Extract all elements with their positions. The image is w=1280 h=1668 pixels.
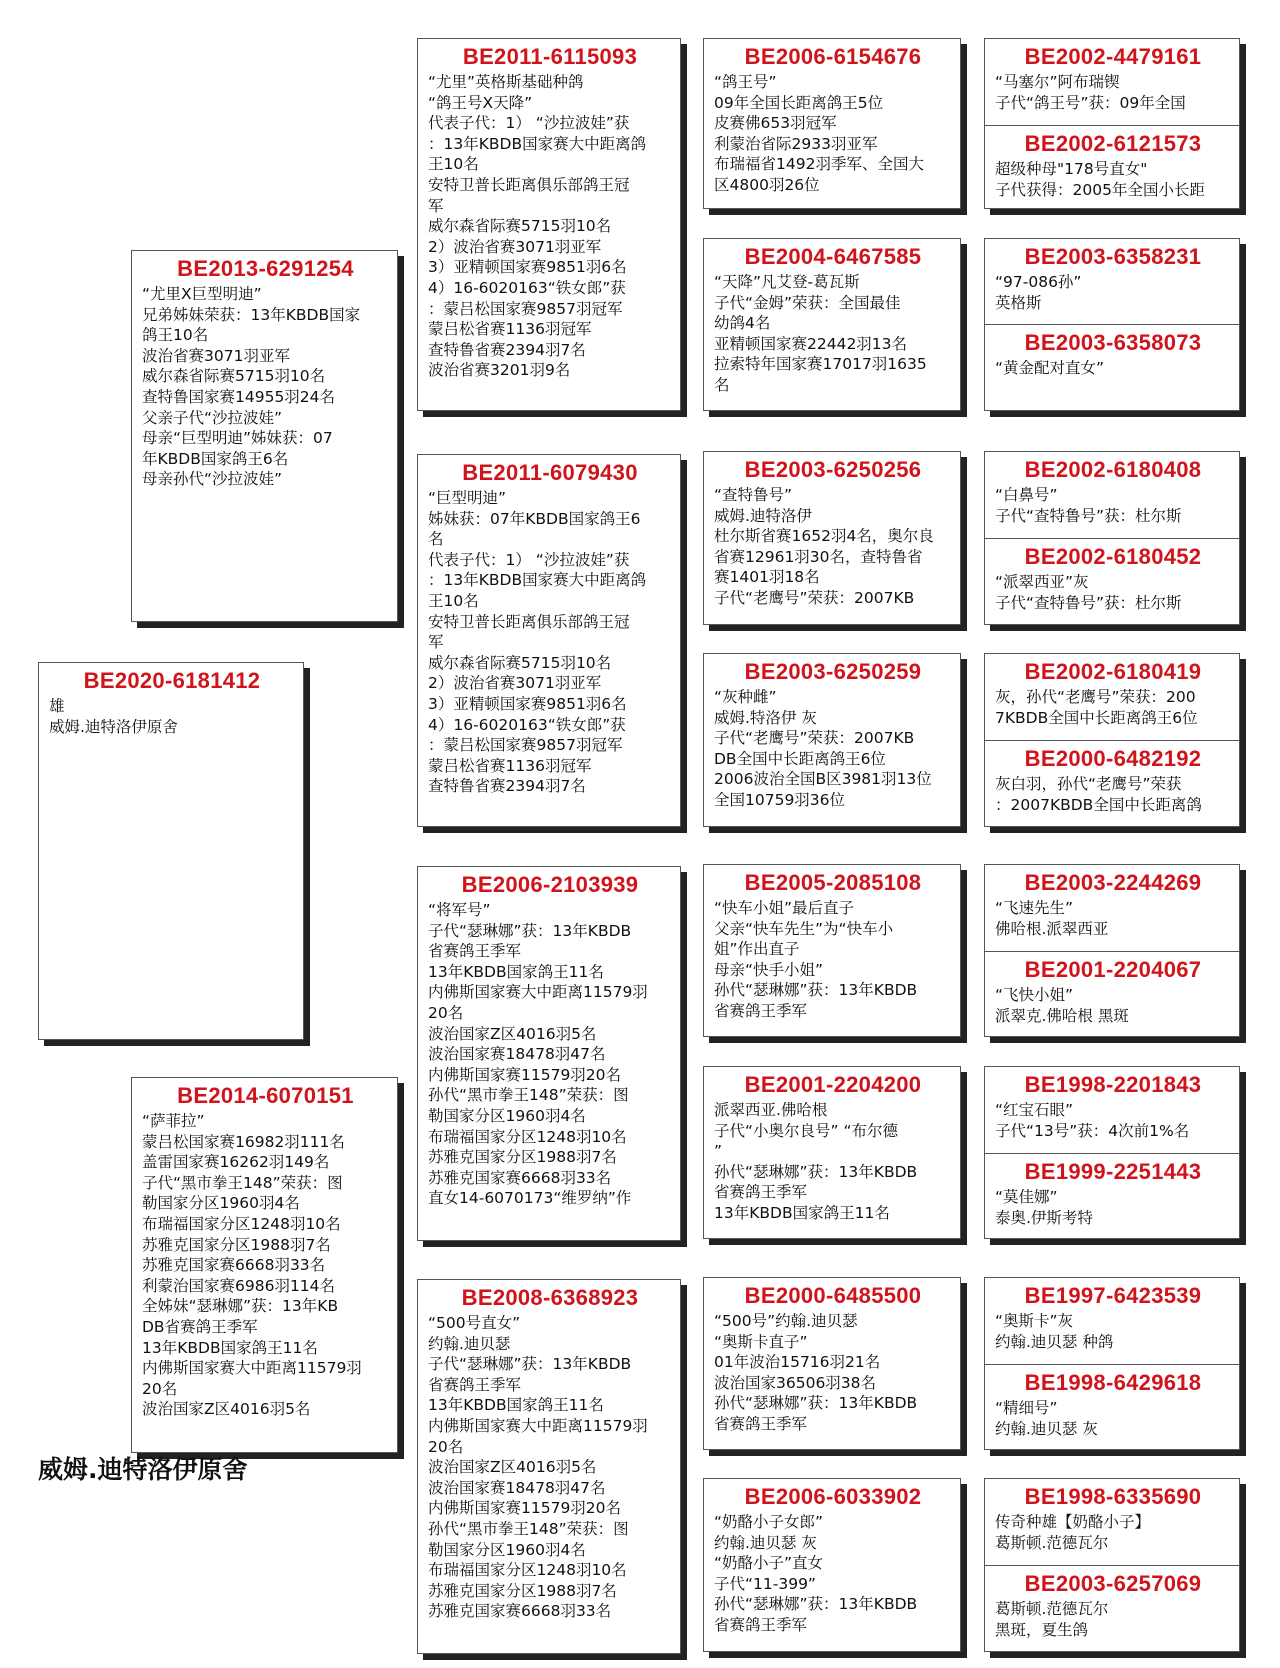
pedigree-text-line: 王10名	[428, 591, 479, 610]
pedigree-text-line: 鸽王10名	[142, 326, 209, 345]
pedigree-text-line: 孙代“瑟琳娜”获：13年KBDB	[714, 1394, 918, 1413]
pedigree-text-line: 13年KBDB国家鸽王11名	[428, 1396, 604, 1415]
pedigree-text-line: 布瑞福国家分区1248羽10名	[428, 1561, 627, 1580]
great-great-grandparents-pair	[984, 451, 1240, 625]
pedigree-text-line: 约翰.迪贝瑟 灰	[714, 1533, 817, 1552]
pedigree-text-line: 波治国家36506羽38名	[714, 1373, 877, 1392]
pedigree-text-line: “萨菲拉”	[142, 1112, 205, 1130]
pedigree-text-line: 苏雅克国家赛6668羽33名	[428, 1602, 612, 1621]
pedigree-text-line: ：13年KBDB国家赛大中距离鸽	[428, 571, 647, 590]
pedigree-text-line: 派翠克.佛哈根 黑斑	[995, 1006, 1129, 1025]
granddam-maternal-ring-number: BE2008-6368923	[461, 1285, 639, 1310]
pedigree-text-line: 苏雅克国家分区1988羽7名	[142, 1235, 331, 1254]
grandsire-maternal-ring-number: BE2006-2103939	[461, 872, 639, 897]
pedigree-text-line: 直女14-6070173“维罗纳”作	[428, 1189, 632, 1208]
pedigree-text-line: 子代“查特鲁号”获：杜尔斯	[995, 506, 1182, 525]
great-grandparent-card	[703, 38, 961, 209]
great-grandparent-ring-number: BE2004-6467585	[744, 244, 922, 269]
great-grandparent-ring-number: BE2006-6154676	[744, 44, 922, 69]
pedigree-text-line: 全姊妹“瑟琳娜”获：13年KB	[142, 1297, 339, 1316]
pedigree-text-line: 子代“老鹰号”荣获：2007KB	[714, 729, 915, 748]
great-great-grandparents-pair	[984, 1277, 1240, 1450]
pedigree-text-line: 兄弟姊妹荣获：13年KBDB国家	[142, 305, 361, 324]
pedigree-text-line: 3）亚精顿国家赛9851羽6名	[428, 694, 627, 713]
pedigree-text-line: 子代“老鹰号”荣获：2007KB	[714, 588, 915, 607]
pedigree-text-line: 20名	[142, 1379, 178, 1398]
great-great-grandparents-pair	[984, 653, 1240, 827]
pedigree-text-line: 超级种母"178号直女"	[995, 160, 1148, 178]
pedigree-text-line: 蒙吕松省赛1136羽冠军	[428, 756, 592, 775]
pedigree-text-line: 2）波治省赛3071羽亚军	[428, 237, 602, 256]
pedigree-text-line: 苏雅克国家赛6668羽33名	[142, 1256, 326, 1275]
great-great-grandparent-ring-number: BE1999-2251443	[1024, 1159, 1202, 1184]
pedigree-text-line: 子代“13号”获：4次前1%名	[995, 1121, 1190, 1140]
pedigree-text-line: 杜尔斯省赛1652羽4名，奥尔良	[714, 527, 934, 546]
pedigree-text-line: 省赛鸽王季军	[428, 942, 522, 961]
pedigree-text-line: 2）波治省赛3071羽亚军	[428, 674, 602, 693]
pedigree-text-line: 4）16-6020163“铁女郎”获	[428, 715, 626, 734]
pedigree-text-line: 威尔森省际赛5715羽10名	[428, 653, 612, 672]
pedigree-text-line: 盖雷国家赛16262羽149名	[142, 1153, 330, 1172]
pedigree-text-line: 约翰.迪贝瑟 灰	[995, 1419, 1098, 1438]
pedigree-text-line: 波治省赛3071羽亚军	[142, 346, 290, 365]
pedigree-text-line: 13年KBDB国家鸽王11名	[428, 962, 604, 981]
pedigree-text-line: “500号”约翰.迪贝瑟	[714, 1312, 858, 1330]
pedigree-text-line: ：蒙吕松国家赛9857羽冠军	[428, 736, 623, 755]
pedigree-text-line: 省赛鸽王季军	[714, 1615, 808, 1634]
pedigree-text-line: 13年KBDB国家鸽王11名	[714, 1203, 890, 1222]
pedigree-text-line: 威尔森省际赛5715羽10名	[142, 367, 326, 386]
pedigree-text-line: 内佛斯国家赛大中距离11579羽	[428, 983, 648, 1002]
pedigree-text-line: “97-086孙”	[995, 273, 1082, 291]
pedigree-text-line: 母亲“巨型明迪”姊妹获：07	[142, 429, 333, 448]
pedigree-text-line: “飞速先生”	[995, 899, 1074, 917]
subject-card	[38, 662, 304, 1040]
pedigree-text-line: 波治省赛3201羽9名	[428, 361, 571, 380]
pedigree-text-line: 约翰.迪贝瑟 种鸽	[995, 1332, 1114, 1351]
pedigree-text-line: “飞快小姐”	[995, 986, 1074, 1004]
pedigree-text-line: 2006波治全国B区3981羽13位	[714, 770, 932, 789]
great-great-grandparent-ring-number: BE1997-6423539	[1024, 1283, 1202, 1308]
great-grandparent-ring-number: BE2000-6485500	[744, 1283, 922, 1308]
pedigree-text-line: 名	[714, 375, 730, 394]
pedigree-text-line: 利蒙治省际2933羽亚军	[714, 134, 878, 153]
great-great-grandparent-ring-number: BE2002-6180452	[1024, 544, 1202, 569]
pedigree-text-line: 孙代“黑市拳王148”荣获：图	[428, 1086, 629, 1105]
pedigree-text-line: 孙代“黑市拳王148”荣获：图	[428, 1519, 629, 1538]
pedigree-text-line: “莫佳娜”	[995, 1188, 1058, 1206]
pedigree-text-line: 亚精顿国家赛22442羽13名	[714, 334, 908, 353]
grandsire-paternal-card	[417, 38, 681, 411]
pedigree-text-line: 查特鲁省赛2394羽7名	[428, 777, 586, 796]
pedigree-text-line: ：13年KBDB国家赛大中距离鸽	[428, 134, 647, 153]
grandsire-maternal-card	[417, 866, 681, 1241]
granddam-paternal-ring-number: BE2011-6079430	[462, 460, 638, 485]
pedigree-text-line: 内佛斯国家赛11579羽20名	[428, 1499, 622, 1518]
pedigree-text-line: 葛斯顿.范德瓦尔	[995, 1600, 1109, 1618]
pedigree-text-line: 黑斑，夏生鸽	[995, 1620, 1089, 1639]
pedigree-text-line: 区4800羽26位	[714, 175, 820, 194]
grandsire-paternal-ring-number: BE2011-6115093	[462, 44, 638, 69]
pedigree-text-line: 姐”作出直子	[714, 940, 800, 959]
pedigree-text-line: 波治国家赛18478羽47名	[428, 1045, 606, 1064]
pedigree-text-line: “奶酪小子女郎”	[714, 1513, 824, 1531]
pedigree-text-line: 3）亚精顿国家赛9851羽6名	[428, 258, 627, 277]
great-great-grandparents-pair	[984, 238, 1240, 411]
pedigree-text-line: 泰奥.伊斯考特	[995, 1208, 1093, 1227]
pedigree-text-line: 灰白羽，孙代“老鹰号”荣获	[995, 775, 1182, 793]
pedigree-text-line: 约翰.迪贝瑟	[428, 1334, 511, 1353]
pedigree-text-line: 布瑞福国家分区1248羽10名	[142, 1214, 341, 1233]
great-grandparent-ring-number: BE2005-2085108	[744, 870, 922, 895]
pedigree-text-line: 蒙吕松省赛1136羽冠军	[428, 320, 592, 339]
great-grandparent-ring-number: BE2006-6033902	[744, 1484, 922, 1509]
pedigree-text-line: 苏雅克国家赛6668羽33名	[428, 1168, 612, 1187]
great-grandparent-card	[703, 1066, 961, 1239]
pedigree-text-line: “白鼻号”	[995, 486, 1058, 504]
pedigree-text-line: 4）16-6020163“铁女郎”获	[428, 278, 626, 297]
great-great-grandparent-ring-number: BE1998-2201843	[1024, 1072, 1202, 1097]
pedigree-text-line: 布瑞福国家分区1248羽10名	[428, 1127, 627, 1146]
pedigree-text-line: 子代“瑟琳娜”获：13年KBDB	[428, 921, 632, 940]
pedigree-text-line: “红宝石眼”	[995, 1101, 1074, 1119]
pedigree-text-line: DB全国中长距离鸽王6位	[714, 749, 886, 768]
pedigree-text-line: 威姆.迪特洛伊原舍	[49, 717, 178, 736]
pedigree-text-line: 威姆.迪特洛伊	[714, 506, 812, 525]
pedigree-text-line: 20名	[428, 1437, 464, 1456]
great-grandparent-card	[703, 1478, 961, 1652]
pedigree-text-line: 父亲子代“沙拉波娃”	[142, 408, 283, 427]
pedigree-text-line: 子代“黑市拳王148”荣获：图	[142, 1173, 343, 1192]
pedigree-text-line: 01年波治15716羽21名	[714, 1353, 881, 1372]
pedigree-text-line: “将军号”	[428, 901, 491, 919]
pedigree-text-line: 苏雅克国家分区1988羽7名	[428, 1581, 617, 1600]
pedigree-text-line: “奥斯卡直子”	[714, 1332, 808, 1351]
pedigree-text-line: 波治国家Z区4016羽5名	[142, 1400, 311, 1419]
great-great-grandparents-pair	[984, 864, 1240, 1037]
pedigree-text-line: “巨型明迪”	[428, 489, 507, 507]
subject-ring-number: BE2020-6181412	[83, 668, 261, 693]
pedigree-text-line: 蒙吕松国家赛16982羽111名	[142, 1132, 345, 1151]
pedigree-text-line: “尤里”英格斯基础种鸽	[428, 73, 584, 91]
pedigree-text-line: 布瑞福省1492羽季军、全国大	[714, 155, 924, 174]
great-great-grandparents-pair	[984, 38, 1240, 209]
pedigree-text-line: 勒国家分区1960羽4名	[428, 1540, 586, 1559]
great-grandparent-card	[703, 238, 961, 411]
pedigree-text-line: 名	[428, 530, 444, 549]
pedigree-text-line: 苏雅克国家分区1988羽7名	[428, 1148, 617, 1167]
pedigree-text-line: “鸽王号X天降”	[428, 93, 533, 112]
pedigree-text-line: 子代“金姆”荣获：全国最佳	[714, 293, 901, 312]
sire-ring-number: BE2013-6291254	[177, 256, 354, 281]
great-great-grandparent-ring-number: BE1998-6429618	[1024, 1370, 1202, 1395]
pedigree-text-line: 省赛12961羽30名，查特鲁省	[714, 547, 923, 566]
pedigree-text-line: 内佛斯国家赛11579羽20名	[428, 1065, 622, 1084]
pedigree-text-line: 英格斯	[995, 293, 1042, 312]
pedigree-text-line: 子代“瑟琳娜”获：13年KBDB	[428, 1355, 632, 1374]
great-great-grandparents-pair	[984, 1066, 1240, 1239]
pedigree-text-line: 勒国家分区1960羽4名	[142, 1194, 300, 1213]
pedigree-text-line: 省赛鸽王季军	[714, 1183, 808, 1202]
pedigree-text-line: 7KBDB全国中长距离鸽王6位	[995, 708, 1198, 727]
pedigree-text-line: 利蒙治国家赛6986羽114名	[142, 1276, 336, 1295]
pedigree-text-line: 子代“鸽王号”获：09年全国	[995, 93, 1186, 112]
pedigree-text-line: “查特鲁号”	[714, 486, 793, 504]
pedigree-text-line: ：2007KBDB全国中长距离鸽	[995, 795, 1202, 814]
great-great-grandparent-ring-number: BE2000-6482192	[1024, 746, 1202, 771]
pedigree-text-line: 灰，孙代“老鹰号”荣获：200	[995, 688, 1196, 706]
great-great-grandparent-ring-number: BE2002-6180419	[1024, 659, 1202, 684]
pedigree-text-line: 传奇种雄【奶酪小子】	[995, 1513, 1151, 1531]
pedigree-text-line: 子代获得：2005年全国小长距	[995, 180, 1205, 199]
loft-name-footer: 威姆.迪特洛伊原舍	[38, 1455, 248, 1484]
pedigree-text-line: “灰种雌”	[714, 688, 777, 706]
pedigree-text-line: 勒国家分区1960羽4名	[428, 1106, 586, 1125]
pedigree-text-line: 赛1401羽18名	[714, 568, 820, 587]
pedigree-text-line: 军	[428, 196, 444, 215]
pedigree-text-line: 内佛斯国家赛大中距离11579羽	[142, 1359, 362, 1378]
great-great-grandparent-ring-number: BE2003-2244269	[1024, 870, 1202, 895]
pedigree-text-line: 皮赛佛653羽冠军	[714, 114, 837, 133]
pedigree-text-line: 查特鲁省赛2394羽7名	[428, 340, 586, 359]
pedigree-text-line: 子代“11-399”	[714, 1574, 816, 1593]
great-great-grandparent-ring-number: BE2002-6180408	[1024, 457, 1202, 482]
great-grandparent-card	[703, 1277, 961, 1450]
great-grandparent-card	[703, 864, 961, 1037]
pedigree-text-line: 母亲“快手小姐”	[714, 960, 824, 979]
pedigree-text-line: 父亲“快车先生”为“快车小	[714, 919, 894, 938]
great-great-grandparent-ring-number: BE2002-4479161	[1024, 44, 1202, 69]
pedigree-text-line: 省赛鸽王季军	[714, 1001, 808, 1020]
pedigree-text-line: 军	[428, 633, 444, 652]
pedigree-text-line: 幼鸽4名	[714, 314, 771, 333]
pedigree-text-line: 内佛斯国家赛大中距离11579羽	[428, 1416, 648, 1435]
pedigree-text-line: “鸽王号”	[714, 73, 777, 91]
pedigree-text-line: 派翠西亚.佛哈根	[714, 1101, 828, 1119]
pedigree-text-line: “精细号”	[995, 1399, 1058, 1417]
pedigree-text-line: 09年全国长距离鸽王5位	[714, 93, 884, 112]
great-grandparent-card	[703, 451, 961, 625]
granddam-paternal-card	[417, 454, 681, 827]
great-grandparent-ring-number: BE2003-6250256	[744, 457, 922, 482]
pedigree-text-line: 波治国家Z区4016羽5名	[428, 1024, 597, 1043]
pedigree-text-line: 省赛鸽王季军	[714, 1414, 808, 1433]
pedigree-text-line: 王10名	[428, 155, 479, 174]
pedigree-text-line: 孙代“瑟琳娜”获：13年KBDB	[714, 981, 918, 1000]
pedigree-text-line: DB省赛鸽王季军	[142, 1317, 258, 1336]
pedigree-text-line: 全国10759羽36位	[714, 790, 846, 809]
great-great-grandparent-ring-number: BE2003-6257069	[1024, 1571, 1202, 1596]
pedigree-text-line: 母亲孙代“沙拉波娃”	[142, 470, 283, 489]
great-grandparent-card	[703, 653, 961, 827]
pedigree-text-line: “派翠西亚”灰	[995, 573, 1089, 591]
pedigree-text-line: 省赛鸽王季军	[428, 1375, 522, 1394]
dam-ring-number: BE2014-6070151	[177, 1083, 354, 1108]
pedigree-text-line: “天降”凡艾登-葛瓦斯	[714, 273, 860, 291]
pedigree-text-line: 13年KBDB国家鸽王11名	[142, 1338, 318, 1357]
pedigree-text-line: “奥斯卡”灰	[995, 1312, 1074, 1330]
great-grandparent-ring-number: BE2003-6250259	[744, 659, 922, 684]
pedigree-text-line: 子代“查特鲁号”获：杜尔斯	[995, 593, 1182, 612]
pedigree-text-line: “尤里X巨型明迪”	[142, 285, 262, 303]
pedigree-text-line: ”	[714, 1142, 723, 1161]
pedigree-text-line: 孙代“瑟琳娜”获：13年KBDB	[714, 1162, 918, 1181]
pedigree-text-line: 葛斯顿.范德瓦尔	[995, 1533, 1109, 1552]
pedigree-text-line: 拉索特年国家赛17017羽1635	[714, 355, 927, 374]
pedigree-text-line: 20名	[428, 1003, 464, 1022]
pedigree-text-line: 安特卫普长距离俱乐部鸽王冠	[428, 175, 630, 194]
pedigree-text-line: 姊妹获：07年KBDB国家鸽王6	[428, 509, 641, 528]
pedigree-text-line: “快车小姐”最后直子	[714, 899, 855, 917]
granddam-maternal-card	[417, 1279, 681, 1654]
pedigree-text-line: 雄	[49, 697, 65, 715]
pedigree-text-line: 威姆.特洛伊 灰	[714, 708, 817, 727]
great-great-grandparents-pair	[984, 1478, 1240, 1652]
great-great-grandparent-ring-number: BE2001-2204067	[1024, 957, 1202, 982]
great-grandparent-ring-number: BE2001-2204200	[744, 1072, 922, 1097]
pedigree-text-line: 威尔森省际赛5715羽10名	[428, 217, 612, 236]
pedigree-text-line: “奶酪小子”直女	[714, 1554, 824, 1573]
pedigree-text-line: 孙代“瑟琳娜”获：13年KBDB	[714, 1595, 918, 1614]
pedigree-text-line: 子代“小奥尔良号” “布尔德	[714, 1121, 899, 1140]
pedigree-text-line: “黄金配对直女”	[995, 359, 1105, 377]
pedigree-text-line: “500号直女”	[428, 1314, 521, 1332]
pedigree-text-line: 查特鲁国家赛14955羽24名	[142, 387, 336, 406]
pedigree-text-line: 代表子代：1） “沙拉波娃”获	[428, 550, 630, 569]
pedigree-text-line: “马塞尔”阿布瑞锲	[995, 73, 1120, 91]
pedigree-text-line: 波治国家赛18478羽47名	[428, 1478, 606, 1497]
dam-card	[131, 1077, 398, 1453]
pedigree-text-line: 波治国家Z区4016羽5名	[428, 1458, 597, 1477]
pedigree-text-line: 代表子代：1） “沙拉波娃”获	[428, 114, 630, 133]
sire-card	[131, 250, 398, 622]
great-great-grandparent-ring-number: BE2003-6358231	[1024, 244, 1202, 269]
pedigree-text-line: ：蒙吕松国家赛9857羽冠军	[428, 299, 623, 318]
pedigree-text-line: 年KBDB国家鸽王6名	[142, 449, 289, 468]
pedigree-text-line: 安特卫普长距离俱乐部鸽王冠	[428, 612, 630, 631]
great-great-grandparent-ring-number: BE1998-6335690	[1024, 1484, 1202, 1509]
pedigree-text-line: 佛哈根.派翠西亚	[995, 919, 1109, 938]
great-great-grandparent-ring-number: BE2003-6358073	[1024, 330, 1202, 355]
great-great-grandparent-ring-number: BE2002-6121573	[1024, 131, 1202, 156]
